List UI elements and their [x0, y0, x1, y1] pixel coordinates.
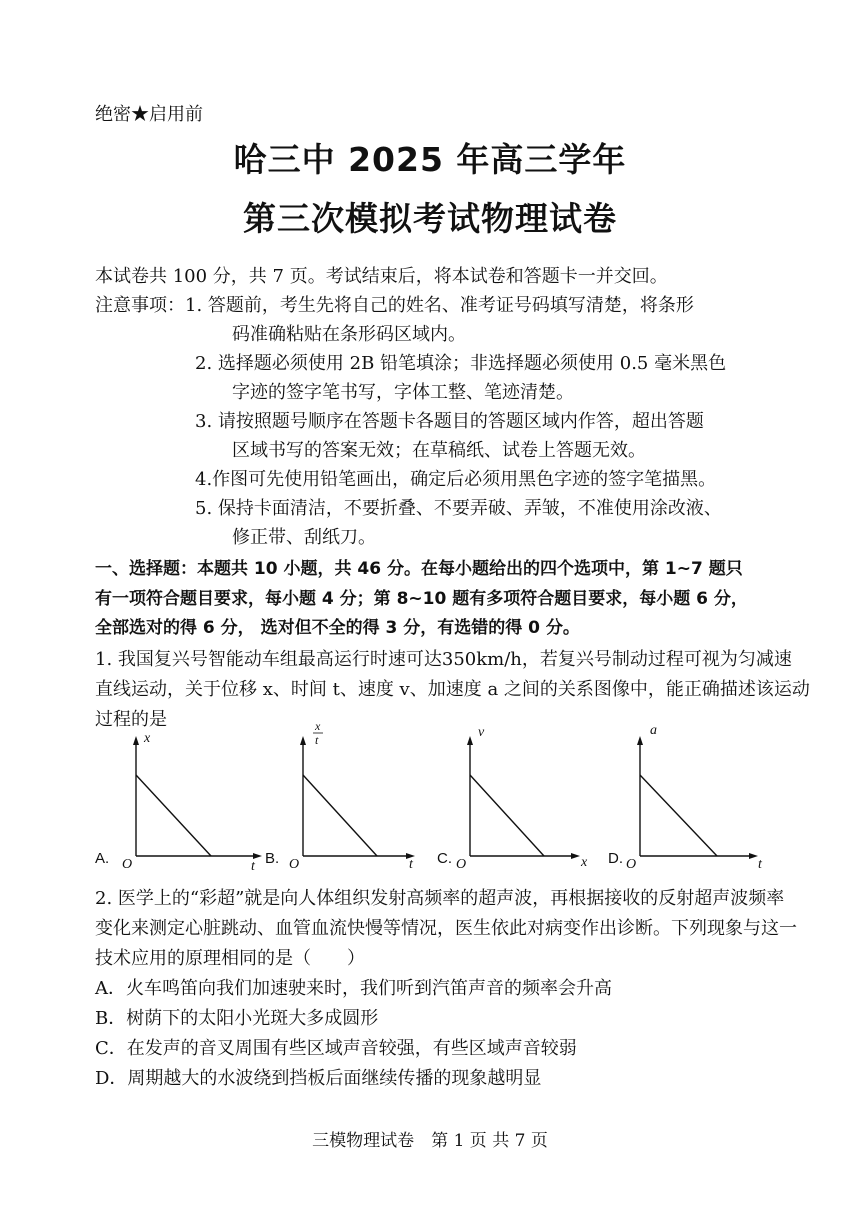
graph-c-line	[470, 775, 544, 856]
graph-b-x-label: t	[409, 857, 413, 872]
section-heading-line2: 有一项符合题目要求，每小题 4 分；第 8~10 题有多项符合题目要求，每小题 6 分，	[95, 589, 748, 609]
q1-line2: 直线运动，关于位移 x、时间 t、速度 v、加速度 a 之间的关系图像中，能正确描述该运动	[95, 679, 810, 700]
graph-a-y-label: x	[144, 731, 151, 746]
q2-option-b: B．树荫下的太阳小光斑大多成圆形	[95, 1008, 379, 1029]
graph-a-option: A.	[95, 850, 110, 867]
graph-c-y-label: v	[478, 725, 485, 740]
graph-b	[285, 719, 435, 873]
note1-cont: 码准确粘贴在条形码区域内。	[232, 324, 466, 345]
note2-cont: 字迹的签字笔书写，字体工整、笔迹清楚。	[232, 382, 574, 403]
graph-c-option: C.	[437, 850, 452, 867]
note3-cont: 区域书写的答案无效；在草稿纸、试卷上答题无效。	[232, 440, 646, 461]
q2-line3: 技术应用的原理相同的是（ ）	[95, 948, 365, 969]
section-heading-line3: 全部选对的得 6 分， 选对但不全的得 3 分，有选错的得 0 分。	[95, 618, 580, 638]
section-heading-line1: 一、选择题：本题共 10 小题，共 46 分。在每小题给出的四个选项中，第 1~7 题只	[95, 559, 743, 579]
graph-c-x-label: x	[581, 855, 588, 870]
graph-b-option: B.	[265, 850, 280, 867]
note2: 2. 选择题必须使用 2B 铅笔填涂；非选择题必须使用 0.5 毫米黑色	[195, 353, 727, 374]
exam-title-line2: 第三次模拟考试物理试卷	[243, 199, 617, 238]
graph-d-option: D.	[608, 850, 623, 867]
graph-a-x-label: t	[251, 859, 255, 874]
graph-a	[118, 728, 268, 873]
notes-line: 注意事项：1. 答题前，考生先将自己的姓名、准考证号码填写清楚，将条形	[95, 295, 694, 316]
q2-line2: 变化来测定心脏跳动、血管血流快慢等情况，医生依此对病变作出诊断。下列现象与这一	[95, 918, 797, 939]
note4: 4.作图可先使用铅笔画出，确定后必须用黑色字迹的签字笔描黑。	[195, 469, 717, 490]
intro-line: 本试卷共 100 分，共 7 页。考试结束后，将本试卷和答题卡一并交回。	[95, 266, 668, 287]
graph-d-line	[640, 775, 717, 856]
note5: 5. 保持卡面清洁，不要折叠、不要弄破、弄皱，不准使用涂改液、	[195, 498, 722, 519]
q2-option-d: D．周期越大的水波绕到挡板后面继续传播的现象越明显	[95, 1068, 542, 1089]
graph-d-y-label: a	[650, 723, 657, 738]
graph-c	[450, 725, 600, 873]
graph-b-y-label-num: x	[315, 719, 321, 733]
note5-cont: 修正带、刮纸刀。	[232, 527, 376, 548]
exam-title-line1: 哈三中 2025 年高三学年	[233, 140, 627, 179]
graph-d	[622, 722, 772, 873]
graph-d-x-label: t	[758, 857, 762, 872]
q1-line1: 1. 我国复兴号智能动车组最高运行时速可达350km/h，若复兴号制动过程可视为匀减速	[95, 649, 792, 670]
graph-d-origin: O	[626, 857, 637, 872]
graph-c-origin: O	[456, 857, 467, 872]
note3: 3. 请按照题号顺序在答题卡各题目的答题区域内作答，超出答题	[195, 411, 704, 432]
q2-option-a: A．火车鸣笛向我们加速驶来时，我们听到汽笛声音的频率会升高	[95, 978, 612, 999]
graph-a-origin: O	[122, 857, 133, 872]
q2-option-c: C．在发声的音叉周围有些区域声音较强，有些区域声音较弱	[95, 1038, 577, 1059]
graph-b-origin: O	[289, 857, 300, 872]
confidential-mark: 绝密★启用前	[95, 104, 203, 125]
graph-b-line	[303, 775, 377, 856]
q2-line1: 2. 医学上的“彩超”就是向人体组织发射高频率的超声波，再根据接收的反射超声波频率	[95, 888, 785, 909]
q1-line3: 过程的是	[95, 709, 167, 730]
page-footer: 三模物理试卷 第 1 页 共 7 页	[312, 1131, 548, 1151]
graph-a-line	[136, 775, 211, 856]
graph-b-y-label-den: t	[315, 733, 319, 747]
